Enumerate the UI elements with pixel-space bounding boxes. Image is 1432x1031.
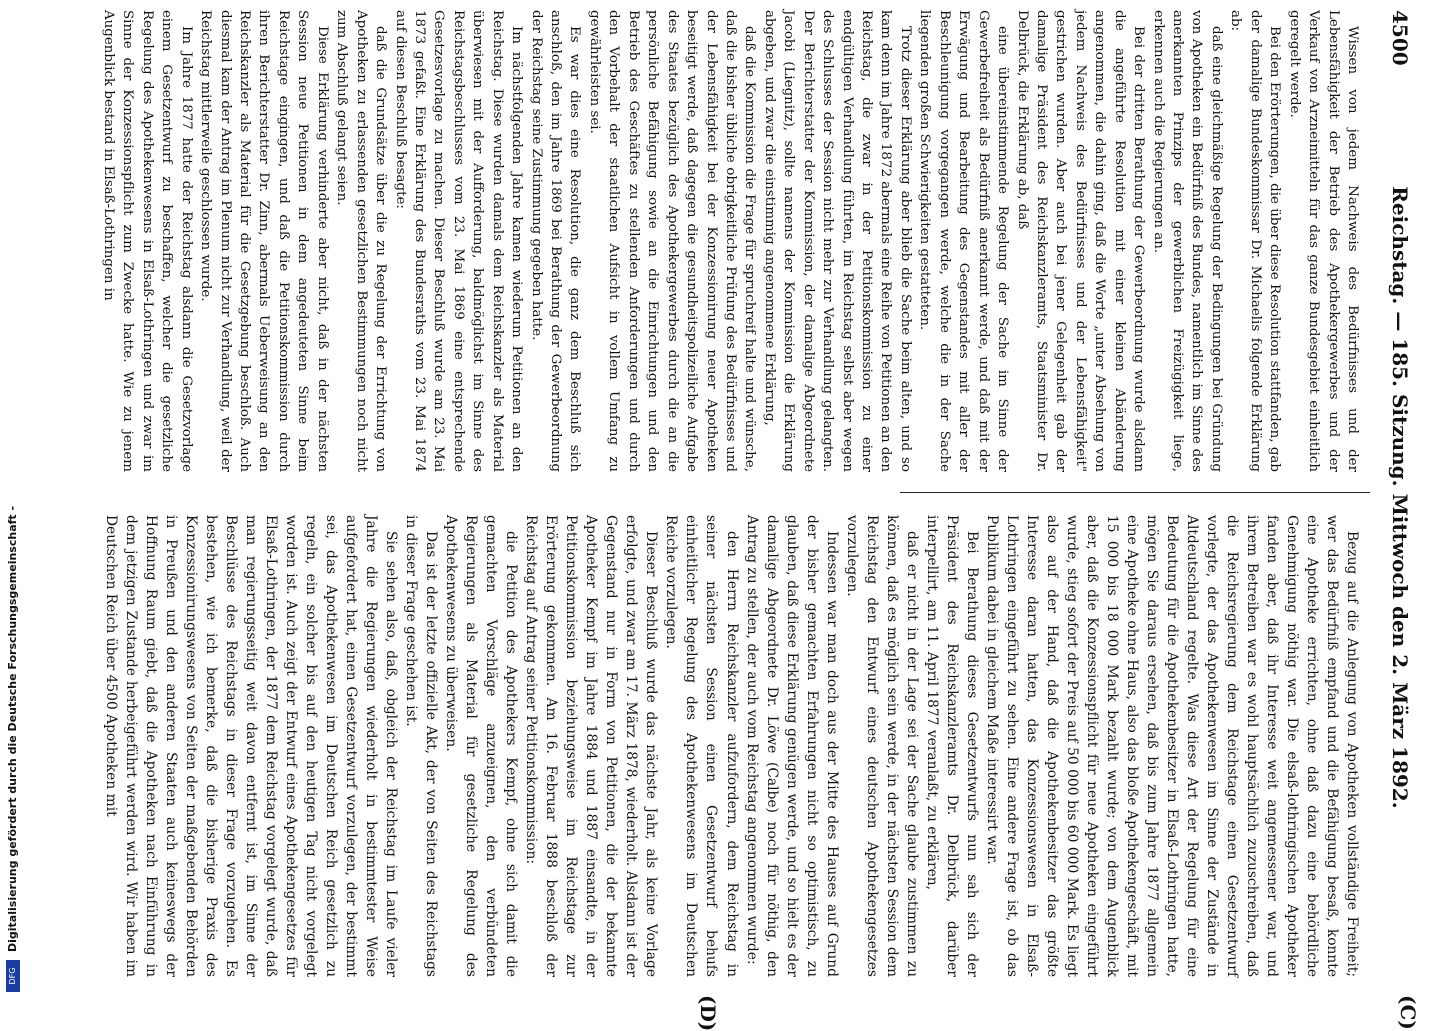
left-column-paragraph: Diese Erklärung verhinderte aber nicht, daß in der nächsten Session neue Petitionen in dem angedeuteten Sinne beim Reichstage eingingen, und daß die Petitionskommission durch ihren Berichterstatter Dr. Zinn, abermals Ueberweisung an den Reichskanzler als Material für die Gesetzgebung beschloß. Auch diesmal kam der Antrag im Plenum nicht zur Verhandlung, weil der Reichstag mittlerweile geschlossen wurde. <box>198 10 330 472</box>
right-column-paragraph: daß er nicht in der Lage sei der Sache glaube zustimmen zu können, daß es möglich sein werde, in der nächsten Session dem Reichstag den Entwurf eines deutschen Apothekengesetzes vorzulegen. <box>843 515 920 977</box>
right-column-paragraph: den Herrn Reichskanzler aufzufordern, dem Reichstag in seiner nächsten Session einen Gesetzentwurf behufs einheitlicher Regelung des Apothekenwesens im Deutschen Reiche vorzulegen. <box>663 515 740 977</box>
footer <box>6 6 22 992</box>
left-column-paragraph: Trotz dieser Erklärung aber blieb die Sache beim alten, und so kam denn im Jahre 1872 abermals eine Reihe von Petitionen an den Reichstag, die zwar in der Petitionskommission zu einer endgültigen Verhandlung führten, im Reichstag selbst aber wegen des Schlusses der Session nicht mehr zur Verhandlung gelangten. Der Berichterstatter der Kommission, der damalige Abgeordnete Jacobi (Liegnitz), sollte namens der Kommission die Erklärung abgeben, und zwar die einstimmig angenommene Erklärung, <box>761 10 913 472</box>
left-column-paragraph: daß eine gleichmäßige Regelung der Bedingungen bei Gründung von Apotheken ein Bedürfniß des Bundes, namentlich im Sinne des anerkannten Prinzips der gewerblichen Freizügigkeit liege, erkennen auch die Regierungen an. <box>1150 10 1224 472</box>
margin-marker-d: (D) <box>696 995 720 1031</box>
digitization-credit: Digitalisierung gefördert durch die Deutsche Forschungsgemeinschaft - <box>6 505 19 952</box>
right-column-paragraph: Sie sehen also, daß, obgleich der Reichstag im Laufe vieler Jahre die Regierungen wiederholt in bestimmtester Weise aufgefordert hat, einen Gesetzentwurf vorzulegen, der bestimmt sei, das Apothekenwesen im Deutschen Reich gesetzlich zu regeln, ein solcher bis auf den heutigen Tag nicht vorgelegt worden ist. Auch zeigt der Entwurf eines Apothekengesetzes für Elsaß-Lothringen, der 1877 dem Reichstag vorgelegt wurde, daß man regierungsseitig weit davon entfernt ist, im Sinne der Beschlüsse des Reichstags in dieser Frage vorzugehen. Es bestehen, wie ich bemerke, daß die bisherige Praxis des Konzessionirungswesens von Seiten der maßgebenden Behörden in Preußen und den anderen Staaten auch keineswegs der Hoffnung Raum giebt, daß die Apotheken nach Einführung in dem jetzigen Zustande herbeigeführt werden wird. Wir haben im Deutschen Reich über 4500 Apotheken mit <box>103 515 400 977</box>
left-column-paragraph: eine übereinstimmende Regelung der Sache im Sinne der Gewerbefreiheit als Bedürfniß anerkannt werde, und daß mit der Erwägung und Bearbeitung des Gegenstandes mit aller der Beschleunigung vorgegangen werde, welche die in der Sache liegenden großen Schwierigkeiten gestatteten. <box>917 10 1011 472</box>
left-column-paragraph: daß die Kommission die Frage für spruchreif halte und wünsche, daß die bisher übliche obrigkeitliche Prüfung des Bedürfnisses und der Lebensfähigkeit bei der Konzessionirung neuer Apotheken beseitigt werde, daß dagegen die gesundheitspolizeiliche Aufgabe des Staates bezüglich des Apothekergewerbes durch die an die persönliche Befähigung sowie an die Einrichtungen und den Betrieb des Geschäftes zu stellenden Anforderungen und durch den Vorbehalt der staatlichen Aufsicht in vollem Umfang zu gewährleisten sei. <box>586 10 758 472</box>
right-column-paragraph: Bei Berathung dieses Gesetzentwurfs nun sah sich der Präsident des Reichskanzleramts Dr. Delbrück, darüber interpellirt, am 11. April 1877 veranlaßt, zu erklären, <box>923 515 980 977</box>
right-column-paragraph: Das ist der letzte offizielle Akt, der von Seiten des Reichstags in dieser Frage geschehen ist. <box>403 515 440 977</box>
left-column-paragraph: Im nächstfolgenden Jahre kamen wiederum Petitionen an den Reichstag. Diese wurden damals dem Reichskanzler als Material überwiesen mit der Aufforderung, baldmöglichst im Sinne des Reichstagsbeschlusses vom 23. Mai 1869 eine entsprechende Gesetzesvorlage zu machen. Dieser Beschluß wurde am 23. Mai 1873 gefaßt. Eine Erklärung des Bundesraths vom 23. Mai 1874 auf diesen Beschluß besagte: <box>392 10 525 472</box>
right-column-paragraph: die Petition des Apothekers Kempf, ohne sich damit die gemachten Vorschläge anzueignen, den verbündeten Regierungen als Material für gesetzliche Regelung des Apothekenwesens zu überweisen. <box>443 515 520 977</box>
margin-marker-c: (C) <box>1396 995 1420 1030</box>
left-column-paragraph: Wissen von jedem Nachweis des Bedürfnisses und der Lebensfähigkeit der Betrieb des Apothekergewerbes und der Verkauf von Arzneimitteln für das ganze Bundesgebiet einheitlich geregelt werde. <box>1286 10 1360 472</box>
rotated-page <box>80 10 1420 1031</box>
running-title: Reichstag. — 185. Sitzung. Mittwoch den 2. März 1892. <box>1388 186 1412 809</box>
column-divider <box>900 492 1370 493</box>
left-column-paragraph: Bei der dritten Berathung der Gewerbeordnung wurde alsdann die angeführte Resolution mit einer kleinen Abänderung angenommen, die dahin ging, daß die Worte „unter Absehung von jedem Nachweis des Bedürfnisses und der Lebensfähigkeit" gestrichen wurden. Aber auch bei jener Gelegenheit gab der damalige Präsident des Reichskanzleramts, Staatsminister Dr. Delbrück, die Erklärung ab, daß <box>1014 10 1147 472</box>
left-column-paragraph: Bei den Erörterungen, die über diese Resolution stattfanden, gab der damalige Bundeskommissar Dr. Michaelis folgende Erklärung ab: <box>1228 10 1283 472</box>
left-column-paragraph: Im Jahre 1877 hatte der Reichstag alsdann die Gesetzvorlage einem Gesetzentwurf zu beschaffen, welcher die gesetzliche Regelung des Apothekenwesens in Elsaß-Lothringen und zwar im Sinne der Konzessionspflicht zum Zwecke hatte. Wie zu jenem Augenblick bestand in Elsaß-Lothringen in <box>101 10 194 472</box>
right-column <box>101 515 1362 977</box>
left-column <box>99 10 1362 472</box>
page-number: 4500 <box>1388 10 1412 66</box>
right-column-paragraph: Dieser Beschluß wurde das nächste Jahr, als keine Vorlage erfolgte, und zwar am 17. März 1878, wiederholt. Alsdann ist der Gegenstand nur in Form von Petitionen, die der bekannte Apotheker Kempf im Jahre 1884 und 1887 einsandte, in der Petitionskommission beziehungsweise im Reichstage zur Erörterung gekommen. Am 16. Februar 1888 beschloß der Reichstag auf Antrag seiner Petitionskommission: <box>523 515 660 977</box>
right-column-paragraph: Indessen war man doch aus der Mitte des Hauses auf Grund der bisher gemachten Erfahrungen nicht so optimistisch, zu glauben, daß diese Erklärung genügen werde, und so hielt es der damalige Abgeordnete Dr. Löwe (Calbe) noch für nöthig, den Antrag zu stellen, der auch vom Reichstag angenommen wurde: <box>743 515 840 977</box>
dfg-logo: DFG <box>6 960 20 992</box>
right-column-paragraph: Bezug auf die Anlegung von Apotheken vollständige Freiheit; wer das Bedürfniß empfand und die Befähigung besaß, konnte eine Apotheke errichten, ohne daß dazu eine behördliche Genehmigung nöthig war. Die elsaß-lothringischen Apotheker fanden aber, daß ihr Interesse weit angemessener war, und ihrem Betreiben war es wohl hauptsächlich zuzuschreiben, daß die Reichsregierung dem Reichstage einen Gesetzentwurf vorlegte, der das Apothekenwesen im Sinne der Zustände in Altdeutschland regelte. Was diese Art der Regelung für eine Bedeutung für die Apothekenbesitzer in Elsaß-Lothringen hatte, mögen Sie daraus ersehen, daß bis zum Jahre 1877 allgemein eine Apotheke ohne Haus, also das bloße Apothekengeschäft, mit 15 000 bis 18 000 Mark bezahlt wurde; von dem Augenblick aber, daß die Konzessionspflicht für neue Apotheken eingeführt wurde, stieg sofort der Preis auf 50 000 bis 60 000 Mark. Es liegt also auf der Hand, daß die Apothekenbesitzer das größte Interesse daran hatten, das Konzessionswesen in Elsaß-Lothringen eingeführt zu sehen. Eine andere Frage ist, ob das Publikum dabei in gleichem Maße interessirt war. <box>983 515 1360 977</box>
page-header <box>1374 10 1420 985</box>
left-column-paragraph: Es war dies eine Resolution, die ganz dem Beschluß sich anschloß, den im Jahre 1869 bei Berathung der Gewerbeordnung der Reichstag seine Zustimmung gegeben hatte. <box>528 10 583 472</box>
left-column-paragraph: daß die Grundsätze über die zu Regelung der Errichtung von Apotheken zu erlassenden gesetzlichen Bestimmungen noch nicht zum Abschluß gelangt seien. <box>334 10 389 472</box>
